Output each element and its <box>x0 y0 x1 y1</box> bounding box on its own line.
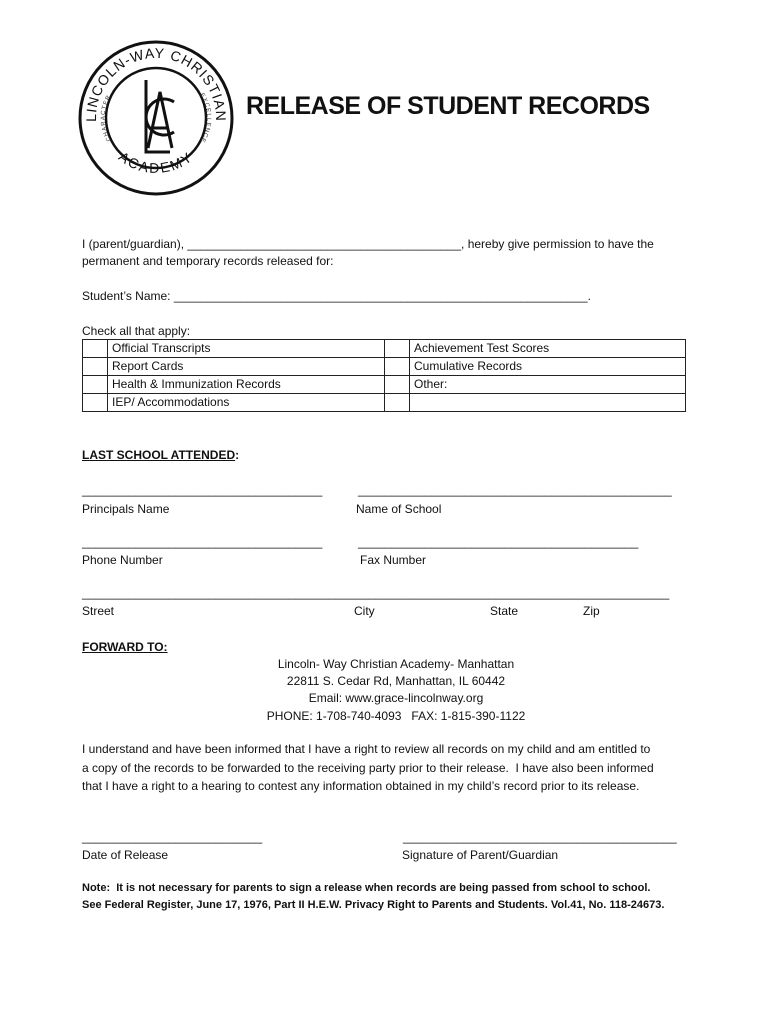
note-line-1: Note: It is not necessary for parents to sign a release when records are being passed from school to school. <box>82 882 651 894</box>
option-label: Health & Immunization Records <box>108 376 385 394</box>
svg-text:CHARACTER <box>101 94 113 142</box>
last-school-heading-text: LAST SCHOOL ATTENDED <box>82 448 236 462</box>
statement-line-2: a copy of the records to be forwarded to the receiving party prior to their release. I have also been informed <box>82 761 654 775</box>
state-label: State <box>490 604 519 618</box>
checkbox-report-cards[interactable] <box>83 358 108 376</box>
intro-line-2: permanent and temporary records released for: <box>82 254 334 268</box>
checklist-row <box>83 376 686 394</box>
option-label <box>410 394 686 412</box>
checkbox-empty[interactable] <box>385 394 410 412</box>
street-label: Street <box>82 604 115 618</box>
note-line-2: See Federal Register, June 17, 1976, Part II H.E.W. Privacy Right to Parents and Students. Vol.41, No. 118-24673. <box>82 899 665 911</box>
principals-name-field[interactable]: ____________________________________ <box>82 483 323 497</box>
principals-name-label: Principals Name <box>82 502 170 516</box>
student-name-field[interactable]: Student’s Name: ______________________________________________________________. <box>82 289 591 303</box>
school-name-label: Name of School <box>356 502 442 516</box>
zip-label: Zip <box>583 604 600 618</box>
statement-line-3: that I have a right to a hearing to contest any information obtained in my child’s record prior to its release. <box>82 779 640 793</box>
checklist-row <box>83 340 686 358</box>
signature-label: Signature of Parent/Guardian <box>402 848 559 862</box>
forward-address: 22811 S. Cedar Rd, Manhattan, IL 60442 <box>286 674 506 688</box>
option-label: IEP/ Accommodations <box>108 394 385 412</box>
fax-number-field[interactable]: __________________________________________ <box>358 535 639 549</box>
checkbox-other[interactable] <box>385 376 410 394</box>
city-label: City <box>354 604 375 618</box>
check-heading: Check all that apply: <box>82 324 191 338</box>
option-label: Cumulative Records <box>410 358 686 376</box>
option-label: Report Cards <box>108 358 385 376</box>
fax-number-label: Fax Number <box>360 553 427 567</box>
address-field[interactable]: ________________________________________________________________________________________ <box>82 586 670 600</box>
seal-top-text: LINCOLN-WAY CHRISTIAN <box>82 44 230 123</box>
page-title: RELEASE OF STUDENT RECORDS <box>246 92 650 120</box>
checkbox-achievement-test-scores[interactable] <box>385 340 410 358</box>
forward-school-name: Lincoln- Way Christian Academy- Manhattan <box>277 657 515 671</box>
checkbox-iep-accommodations[interactable] <box>83 394 108 412</box>
checklist-row <box>83 394 686 412</box>
signature-field[interactable]: _________________________________________ <box>403 830 677 844</box>
intro-line-1: I (parent/guardian), _________________________________________, hereby give permission to have the <box>82 237 654 251</box>
date-of-release-field[interactable]: ___________________________ <box>82 830 263 844</box>
option-label: Achievement Test Scores <box>410 340 686 358</box>
records-checklist <box>82 339 686 412</box>
checkbox-health-immunization[interactable] <box>83 376 108 394</box>
date-of-release-label: Date of Release <box>82 848 169 862</box>
checkbox-official-transcripts[interactable] <box>83 340 108 358</box>
option-label: Official Transcripts <box>108 340 385 358</box>
phone-number-field[interactable]: ____________________________________ <box>82 535 323 549</box>
school-name-field[interactable]: _______________________________________________ <box>358 483 672 497</box>
checkbox-cumulative-records[interactable] <box>385 358 410 376</box>
phone-number-label: Phone Number <box>82 553 163 567</box>
option-label: Other: <box>410 376 686 394</box>
last-school-heading <box>82 448 239 462</box>
seal-monogram <box>146 80 174 152</box>
last-school-heading-colon: : <box>235 448 240 462</box>
seal-bottom-text: ACADEMY <box>115 148 197 176</box>
forward-email: Email: www.grace-lincolnway.org <box>308 691 484 705</box>
statement-line-1: I understand and have been informed that I have a right to review all records on my child and am entitled to <box>82 742 651 756</box>
seal-inner-right-text: EXCELLENCE <box>198 92 212 144</box>
forward-to-heading: FORWARD TO: <box>82 640 168 654</box>
school-seal-logo <box>78 40 234 196</box>
forward-phone-fax: PHONE: 1-708-740-4093 FAX: 1-815-390-1122 <box>266 709 526 723</box>
checklist-row <box>83 358 686 376</box>
seal-inner-left-text: CHARACTER <box>100 93 113 143</box>
